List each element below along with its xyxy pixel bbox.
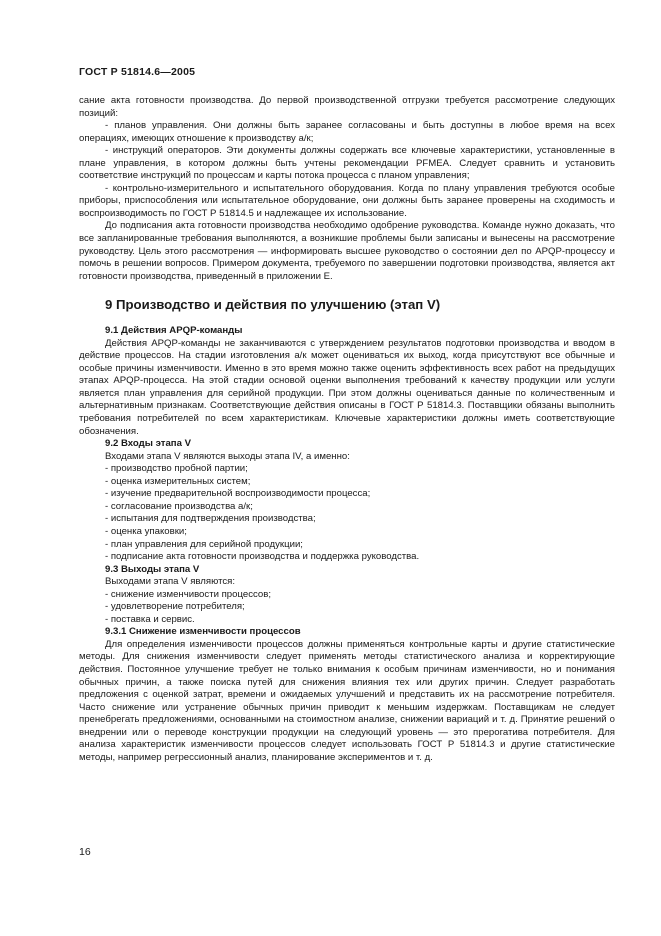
list-item: - изучение предварительной воспроизводимости процесса; [105, 488, 371, 500]
list-item: - план управления для серийной продукции; [105, 538, 303, 550]
list-item: - контрольно-измерительного и испытательного оборудования. Когда по плану управления требуются особые приборы, приспособления или испытательное оборудование, они должны быть заранее проверены на сходимость и воспроизводимость по ГОСТ Р 51814.5 и надлежащее их использование. [79, 182, 615, 219]
list-item: - оценка упаковки; [105, 525, 187, 537]
paragraph: Выходами этапа V являются: [105, 576, 236, 588]
page-body [79, 95, 615, 764]
list-item: - планов управления. Они должны быть заранее согласованы и быть доступны в любое время на всех операциях, имеющих отношение к производству а/к; [79, 120, 615, 144]
page-number: 16 [79, 846, 91, 858]
list-item: - испытания для подтверждения производства; [105, 513, 316, 525]
list-item: - удовлетворение потребителя; [105, 601, 245, 613]
section-heading: 9 Производство и действия по улучшению (этап V) [105, 297, 441, 313]
document-header: ГОСТ Р 51814.6—2005 [79, 66, 196, 78]
list-item: - согласование производства а/к; [105, 500, 253, 512]
intro-paragraph: сание акта готовности производства. До первой производственной отгрузки требуется рассмотрение следующих позиций: [79, 95, 615, 119]
paragraph: Для определения изменчивости процессов должны применяться контрольные карты и другие статистические методы. Для снижения изменчивости следует применять методы статистического анализа и корректирующие действия. Постоянное улучшение требует не только внимания к особым причинам изменчивости, но и понимания обычных причин, а также поиска путей для снижения влияния тех или других причин. Следует разработать предложения с оценкой затрат, времени и ожидаемых улучшений и представить их на рассмотрение потребителя. Часто снижение или устранение обычных причин приводит к меньшим издержкам. Поставщикам не следует пренебрегать предложениями, основанными на стоимостном анализе, снижении вариаций и т. д. Принятие решений о внедрении или о переводе конструкции продукции на следующий уровень — это прерогатива потребителя. Для анализа характеристик изменчивости процессов следует использовать ГОСТ Р 51814.3 и другие статистические методы, например регрессионный анализ, планирование экспериментов и т. д. [79, 638, 615, 763]
list-item: - производство пробной партии; [105, 463, 248, 475]
list-item: - оценка измерительных систем; [105, 475, 251, 487]
paragraph: Действия APQP-команды не заканчиваются с утверждением результатов подготовки производства и вводом в действие процессов. На стадии изготовления а/к может оцениваться их выход, когда присутствуют все обычные и особые причины изменчивости. Именно в это время можно также оценить эффективность всех работ на предыдущих этапах APQP-процесса. На этой стадии основой оценки выполнения требований к качеству продукции или услуги является план управления для серийной продукции. При этом должны оцениваться данные по количественным и альтернативным признакам. Соответствующие действия описаны в ГОСТ Р 51814.3. Поставщики обязаны выполнить требования потребителей по всем характеристикам. Ключевые характеристики должны иметь соответствующие обозначения. [79, 337, 615, 437]
paragraph: До подписания акта готовности производства необходимо одобрение руководства. Команде нужно доказать, что все запланированные требования выполняются, а возникшие проблемы были записаны и вынесены на рассмотрение руководству. Цель этого рассмотрения — информировать высшее руководство о состоянии дел по APQP-процессу и помочь в решении вопросов. Примером документа, требуемого по завершении подготовки производства, является акт готовности производства, приведенный в приложении Е. [79, 220, 615, 282]
subsection-heading: 9.1 Действия APQP-команды [105, 325, 243, 337]
list-item: - подписание акта готовности производства и поддержка руководства. [105, 551, 420, 563]
list-item: - инструкций операторов. Эти документы должны содержать все ключевые характеристики, установленные в плане управления, в котором должны быть учтены рекомендации PFMEA. Следует сравнить и установить соответствие инструкций по процессам и карты потока процесса с планом управления; [79, 145, 615, 182]
list-item: - поставка и сервис. [105, 613, 195, 625]
subsection-heading: 9.3 Выходы этапа V [105, 563, 200, 575]
subsection-heading: 9.2 Входы этапа V [105, 438, 191, 450]
subsection-heading: 9.3.1 Снижение изменчивости процессов [105, 626, 301, 638]
paragraph: Входами этапа V являются выходы этапа IV, а именно: [105, 450, 350, 462]
list-item: - снижение изменчивости процессов; [105, 588, 271, 600]
